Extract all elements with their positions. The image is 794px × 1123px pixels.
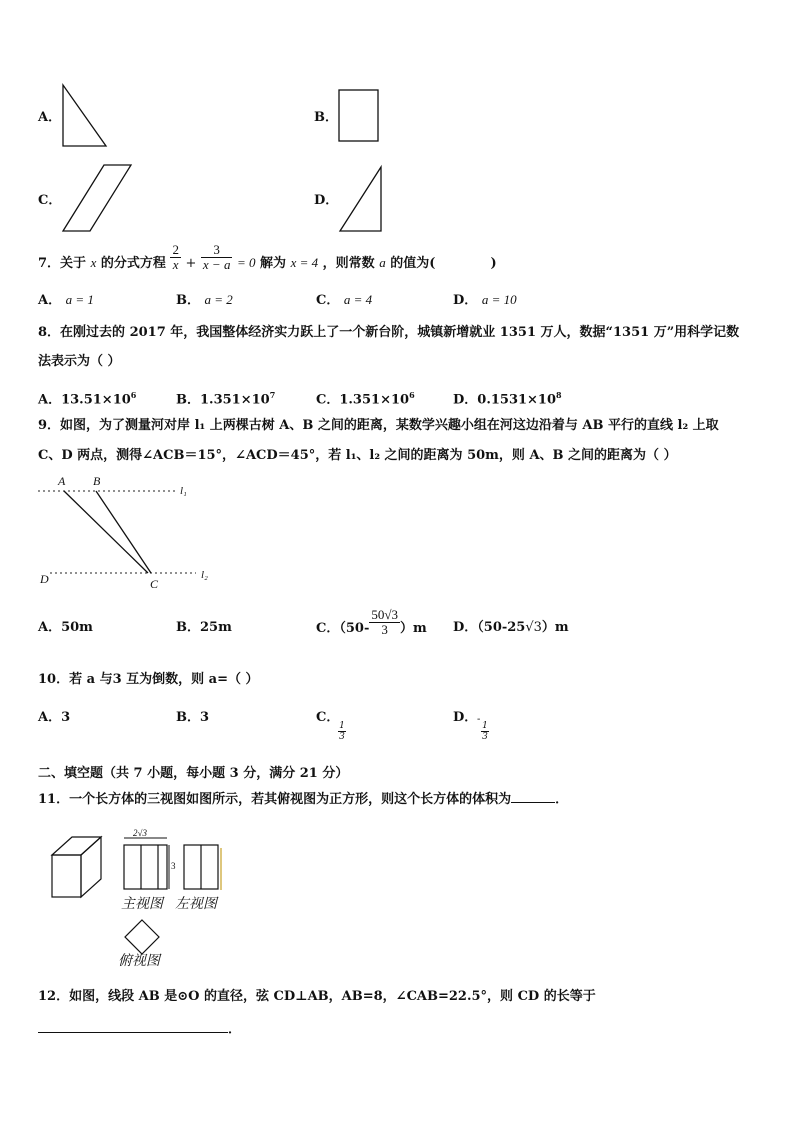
- q7-option-d: D． a = 10: [453, 292, 517, 308]
- q7-eq-zero: = 0: [236, 255, 256, 270]
- q7-solution-text: 解为: [260, 256, 287, 271]
- q9-stem-line2: C、D 两点，测得∠ACB＝15°，∠ACD＝45°，若 l₁、l₂ 之间的距离为 50m，则 A、B 之间的距离为（ ）: [38, 448, 677, 463]
- q7-prefix: 7．关于: [38, 256, 87, 271]
- section-heading-fill-in: 二、填空题（共 7 小题，每小题 3 分，满分 21 分）: [38, 766, 349, 781]
- q11-left-view-label: 左视图: [175, 896, 217, 912]
- q10-option-d-sign: -: [477, 714, 481, 725]
- q7-option-b: B． a = 2: [176, 292, 233, 308]
- q11-dim-width: 2√3: [133, 828, 147, 838]
- q7-option-c: C． a = 4: [316, 292, 373, 308]
- q12-stem: 12．如图，线段 AB 是⊙O 的直径，弦 CD⊥AB，AB=8，∠CAB=22.5°，则 CD 的长等于: [38, 989, 596, 1004]
- q7-option-a: A． a = 1: [38, 292, 94, 308]
- q8-stem-line2: 法表示为（ ）: [38, 354, 121, 369]
- q10-option-d-label: D．: [453, 710, 478, 725]
- q8-stem-line1: 8．在刚过去的 2017 年，我国整体经济实力跃上了一个新台阶，城镇新增就业 1351 万人，数据“1351 万”用科学记数: [38, 325, 740, 340]
- q10-option-b: B．3: [176, 710, 210, 725]
- q6-option-c-label: C．: [38, 193, 62, 208]
- q7-fraction-1: $\frac{2}{x}$: [172, 242, 179, 272]
- q9-option-c: C．（50- $\frac{50√3}{3}$ ）m: [316, 607, 427, 637]
- q11-dim-height: 3: [171, 861, 176, 871]
- q6-option-d-label: D．: [314, 193, 339, 208]
- q6-option-a-label: A．: [38, 110, 62, 125]
- q9-label-l1: l₁: [180, 485, 187, 497]
- q9-option-b: B．25m: [176, 620, 232, 635]
- q9-label-d: D: [40, 572, 49, 586]
- q7-text-mid: 的分式方程: [100, 256, 166, 271]
- q7-solution-value: x = 4: [290, 255, 319, 270]
- q7-text-after: ，则常数: [322, 256, 375, 271]
- q10-option-d-fraction: $\frac{1}{3}$: [482, 721, 488, 742]
- q9-option-d: D．（50-25√3）m: [453, 620, 569, 635]
- q10-option-c-fraction: $\frac{1}{3}$: [339, 721, 345, 742]
- q7-var-a: a: [379, 255, 386, 270]
- q7-text-end: 的值为(: [390, 256, 436, 271]
- q11-front-view-label: 主视图: [121, 896, 163, 912]
- q12-answer-line: ．: [38, 1022, 241, 1038]
- q8-option-c: C．$1.351\times 10^6$: [316, 390, 415, 408]
- q6-option-b-label: B．: [314, 110, 338, 125]
- q11-top-view-label: 俯视图: [118, 953, 160, 969]
- q8-option-a: A．$13.51\times 10^6$: [38, 390, 137, 408]
- q10-stem: 10．若 a 与3 互为倒数，则 a=（ ）: [38, 672, 259, 687]
- q12-answer-blank[interactable]: [38, 1032, 228, 1033]
- q11-stem: 11．一个长方体的三视图如图所示，若其俯视图为正方形，则这个长方体的体积为 ．: [38, 792, 569, 807]
- q7-paren-close: ): [490, 256, 497, 271]
- q10-option-c-label: C．: [316, 710, 340, 725]
- q9-label-a: A: [58, 474, 66, 488]
- q9-label-b: B: [93, 474, 101, 488]
- q9-option-a: A．50m: [38, 620, 93, 635]
- q7-var-x: x: [90, 255, 97, 270]
- q9-stem-line1: 9．如图，为了测量河对岸 l₁ 上两棵古树 A、B 之间的距离，某数学兴趣小组在河这边沿着与 AB 平行的直线 l₂ 上取: [38, 418, 719, 433]
- q10-option-a: A．3: [38, 710, 71, 725]
- q7-plus: +: [185, 256, 197, 271]
- q9-label-c: C: [150, 577, 159, 591]
- q9-label-l2: l₂: [201, 569, 208, 581]
- q8-option-d: D．$0.1531\times 10^8$: [453, 390, 562, 408]
- q7-fraction-2: $\frac{3}{x - a}$: [202, 242, 231, 272]
- q8-option-b: B．$1.351\times 10^7$: [176, 390, 276, 408]
